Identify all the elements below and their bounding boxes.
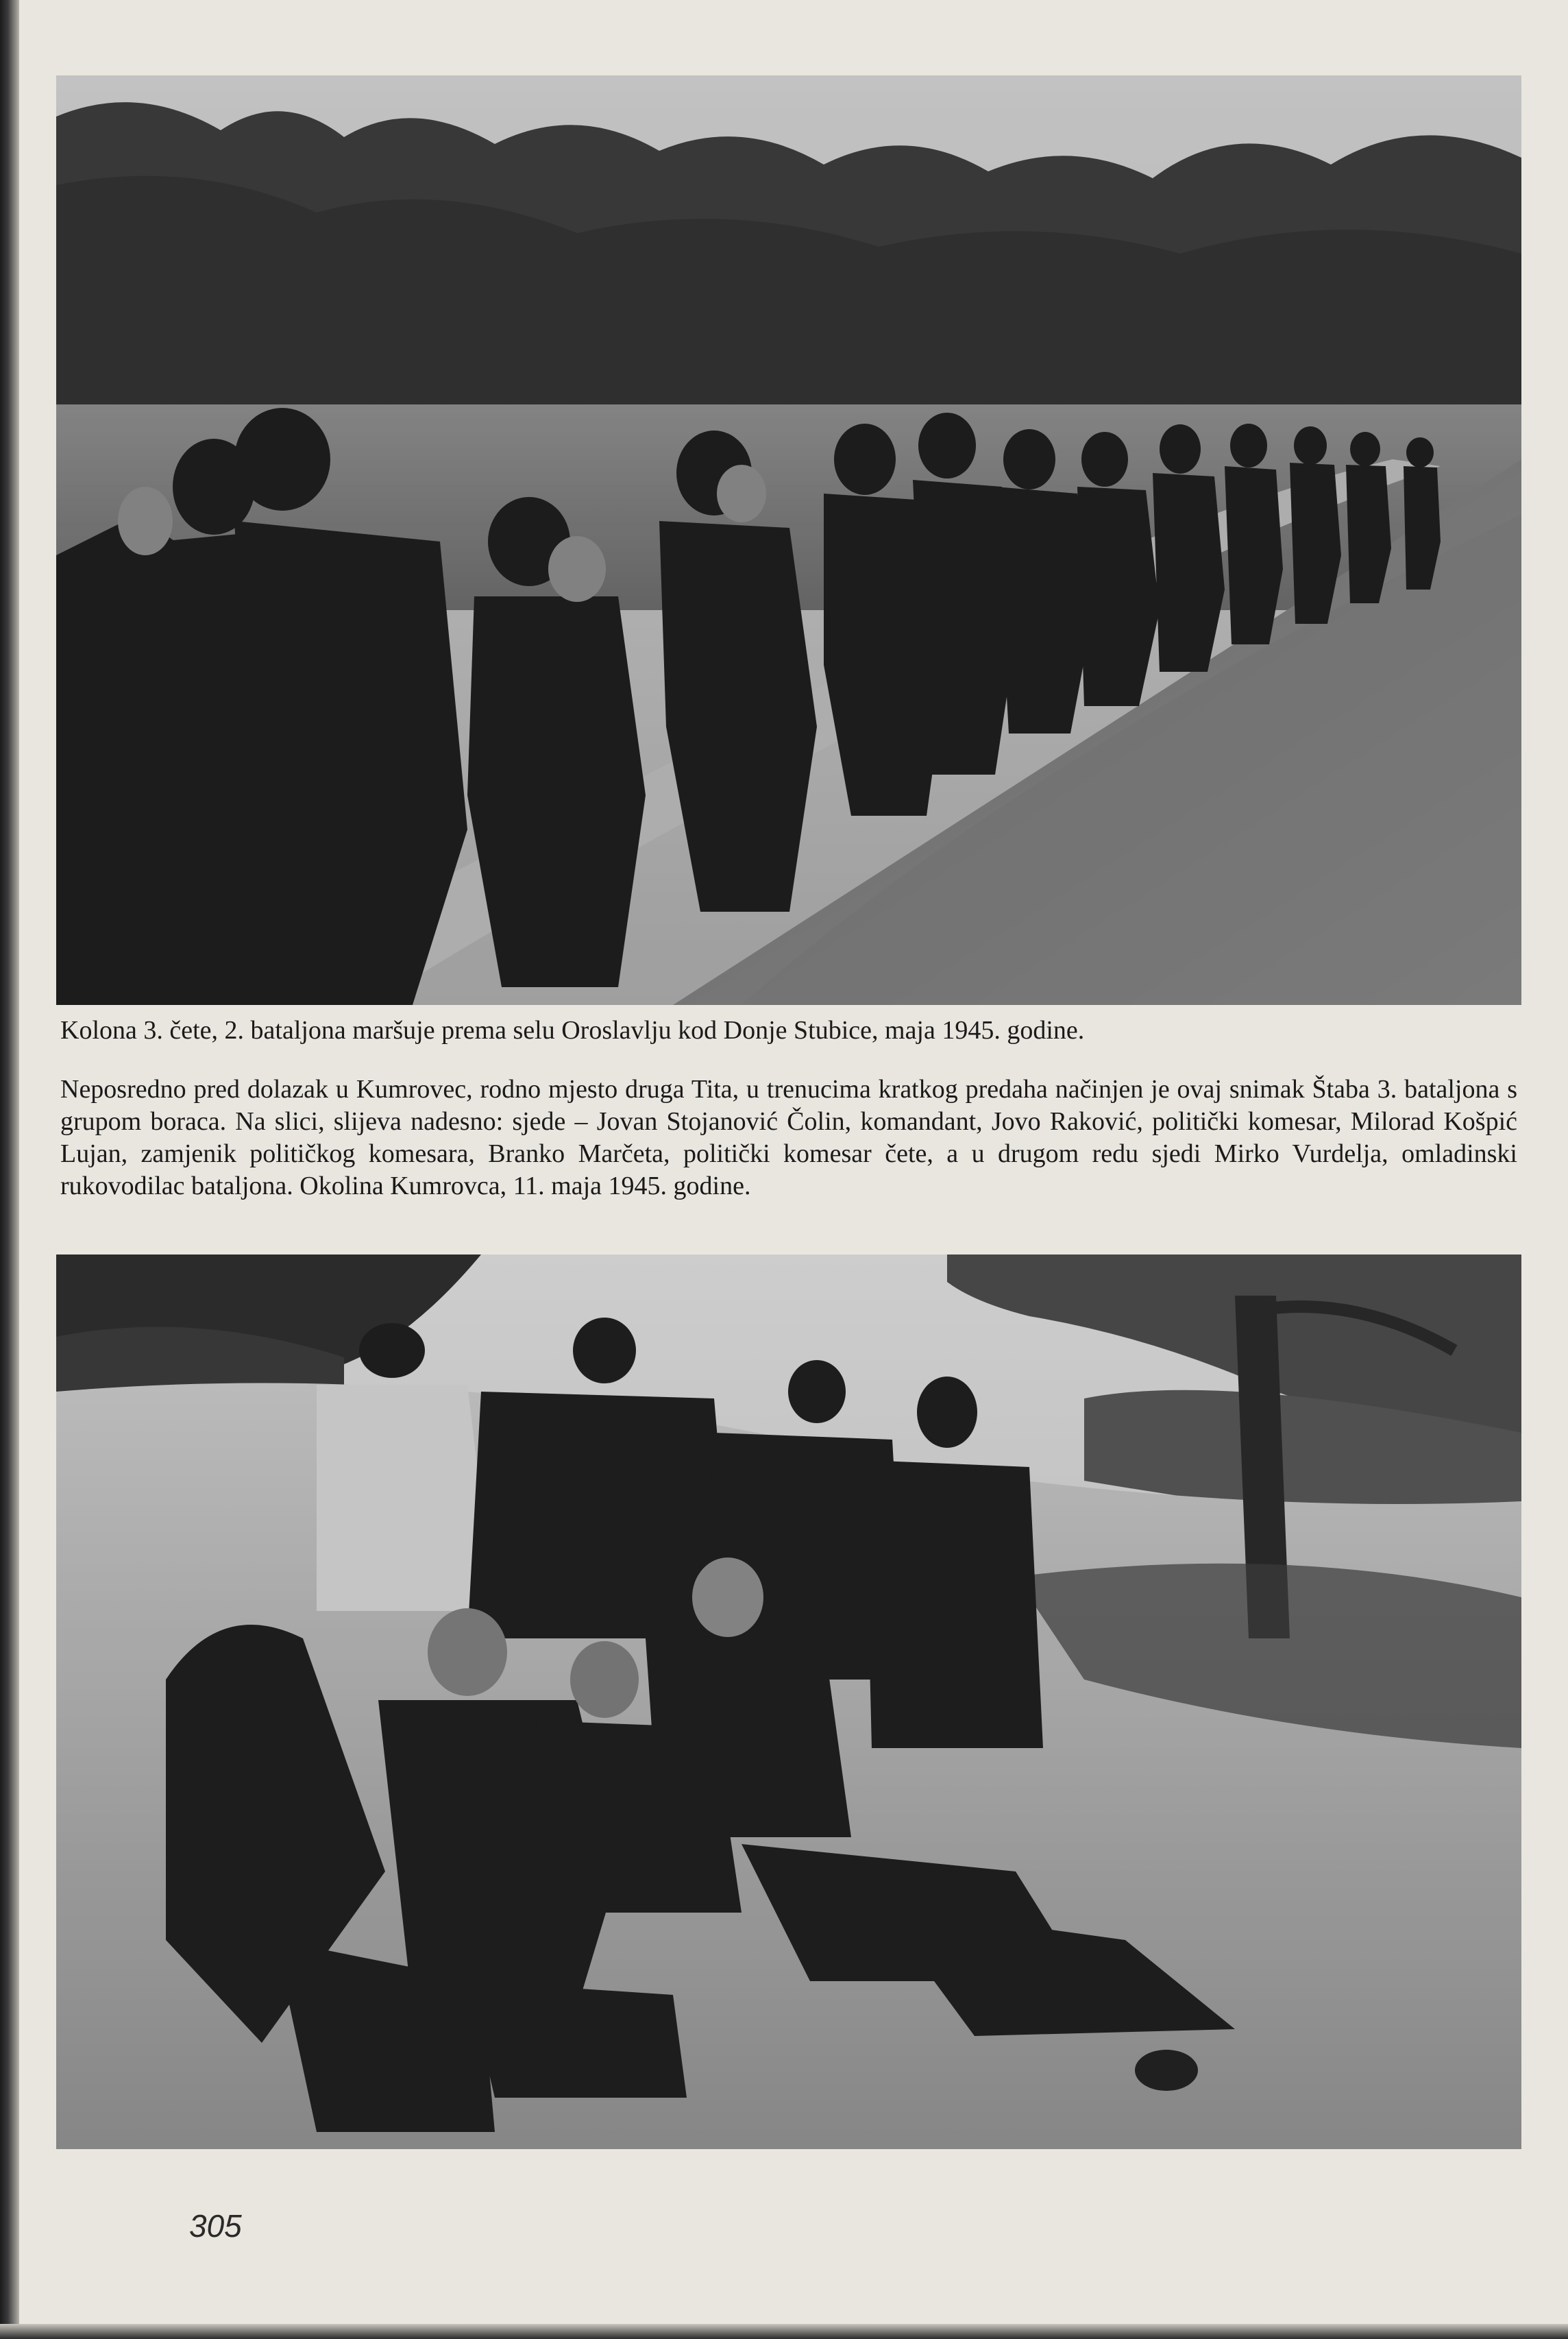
- photo-caption-1: Kolona 3. čete, 2. bataljona maršuje prema selu Oroslavlju kod Donje Stubice, maja 1945. godine.: [60, 1016, 1085, 1045]
- photo-marching-column: [56, 75, 1521, 1005]
- photo-caption-2: Neposredno pred dolazak u Kumrovec, rodno mjesto druga Tita, u trenucima kratkog predaha načinjen je ovaj snimak Štaba 3. bataljona s grupom boraca. Na slici, slijeva nadesno: sjede – Jovan Stojanović Čolin, komandant, Jovo Raković, politički komesar, Milorad Košpić Lujan, zamjenik političkog komesara, Branko Marčeta, politički komesar čete, a u drugom redu sjedi Mirko Vurdelja, omladinski rukovodilac bataljona. Okolina Kumrovca, 11. maja 1945. godine.: [60, 1075, 1517, 1200]
- page-gutter-shadow: [0, 0, 19, 2339]
- page-number: 305: [189, 2208, 242, 2244]
- page-bottom-shadow: [0, 2324, 1568, 2339]
- photo-battalion-staff-group: [56, 1255, 1521, 2149]
